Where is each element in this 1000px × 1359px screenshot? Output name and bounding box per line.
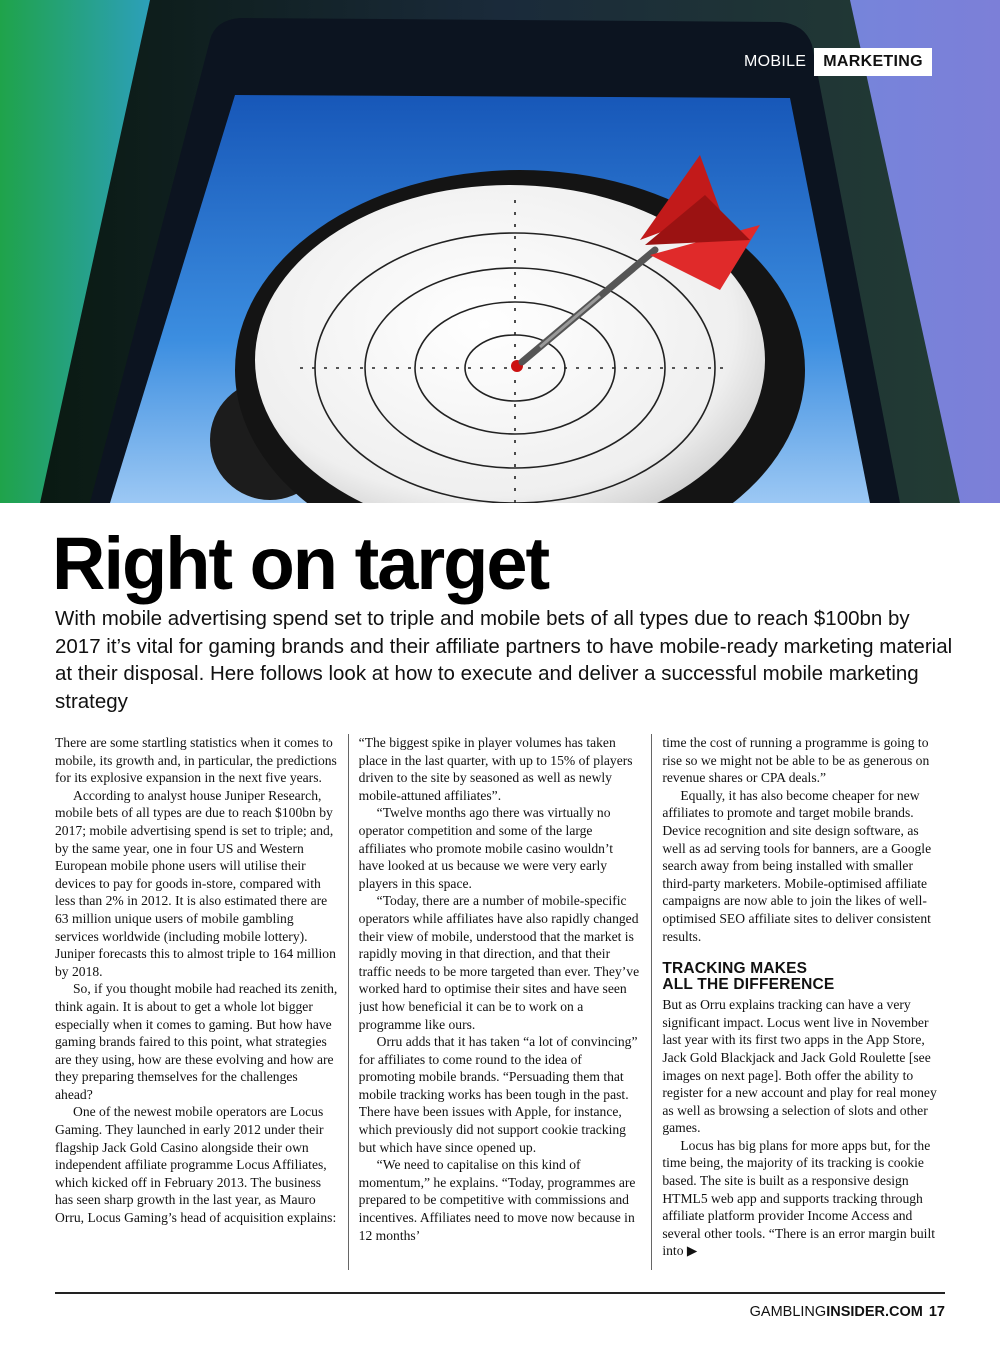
paragraph: “Twelve months ago there was virtually no operator competition and some of the large affiliates who promote mobile casino wouldn’t have looked at us because we were very early players in this space. [358,805,614,891]
footer-site-light: GAMBLING [749,1304,827,1320]
subheading-line-2: ALL THE DIFFERENCE [662,976,835,994]
paragraph: Locus has big plans for more apps but, for the time being, the majority of its tracking is cookie based. The site is built as a responsive design HTML5 web app and supports tracking through affiliate platform provider Income Access and several other tools. “There is an error margin built into ▶ [662,1137,936,1259]
paragraph: According to analyst house Juniper Research, mobile bets of all types are due to reach $100bn by 2017; mobile advertising spend is set to triple; and, by the same year, one in four US and Western European mobile phone users will utilise their devices to pay for goods in-store, compared with less than 2% in 2012. It is also estimated there are 63 million unique users of mobile gambling services worldwide (including mobile lottery). Juniper forecasts this to almost triple to 164 million by 2018. [55,787,336,979]
paragraph: But as Orru explains tracking can have a very significant impact. Locus went live in November last year with its first two apps in the App Store, Jack Gold Blackjack and Jack Gold Roulette [see images on next page]. Both offer the ability to register for a new account and play for real money as well as browsing a selection of slots and other games. [662,997,937,1136]
section-tag [738,48,932,76]
headline: Right on target [52,522,549,605]
column-2 [359,734,642,1270]
section-label-marketing: MARKETING [814,48,932,76]
paragraph: Equally, it has also become cheaper for new affiliates to promote and target mobile brands. Device recognition and site design software, as well as ad serving tools for banners, are a Google search away from being installed with smaller third-party marketers. Mobile-optimised affiliate campaigns are now able to join the likes of well-optimised SEO affiliate sites to deliver consistent results. [662,787,932,944]
article-body [55,734,945,1270]
paragraph: “We need to capitalise on this kind of momentum,” he explains. “Today, programmes are prepared to be competitive with commissions and incentives. Affiliates need to move now because in 12 months’ [358,1157,636,1243]
paragraph: “The biggest spike in player volumes has taken place in the last quarter, with up to 15% of players driven to the site by seasoned as well as newly mobile-attuned affiliates”. [358,735,633,803]
column-3 [662,734,945,1270]
paragraph: time the cost of running a programme is going to rise so we might not be able to be as generous on revenue shares or CPA deals.” [662,735,930,786]
paragraph: So, if you thought mobile had reached its zenith, think again. It is about to get a whole lot bigger especially when it comes to gaming. But how have gaming brands faired to this point, what strategies are they using, how are these evolving and how are they preparing themselves for the challenges ahead? [55,981,338,1102]
subheading-line-1: TRACKING MAKES [662,960,808,978]
footer-site-bold: INSIDER.COM [826,1304,923,1320]
column-divider [348,734,349,1270]
subheading [662,961,945,993]
page-number: 17 [928,1304,945,1320]
paragraph: There are some startling statistics when it comes to mobile, its growth and, in particular, the predictions for its explosive expansion in the next five years. [55,735,337,786]
footer [750,1304,945,1320]
paragraph: One of the newest mobile operators are Locus Gaming. They launched in early 2012 under their flagship Jack Gold Casino alongside their own independent affiliate programme Locus Affiliates, which kicked off in February 2013. The business has seen sharp growth in the last year, as Mauro Orru, Locus Gaming’s head of acquisition explains: [55,1104,337,1226]
footer-rule [55,1292,945,1294]
paragraph: Orru adds that it has taken “a lot of convincing” for affiliates to come round to the idea of promoting mobile brands. “Persuading them that mobile tracking works has been tough in the past. There have been issues with Apple, for instance, which previously did not support cookie tracking but which have since opened up. [358,1034,638,1155]
standfirst: With mobile advertising spend set to triple and mobile bets of all types due to reach $100bn by 2017 it’s vital for gaming brands and their affiliate partners to have mobile-ready marketing material at their disposal. Here follows look at how to execute and deliver a successful mobile marketing strategy [55,607,953,713]
paragraph: “Today, there are a number of mobile-specific operators while affiliates have also rapidly changed their view of mobile, understood that the market is rapidly moving in that direction, and that their traffic needs to be more targeted than ever. They’ve worked hard to optimise their sites and have seen just how beneficial it can be to work on a programme like ours. [358,893,640,1032]
column-1 [55,734,338,1270]
column-divider [651,734,652,1270]
section-label-mobile: MOBILE [744,53,807,70]
